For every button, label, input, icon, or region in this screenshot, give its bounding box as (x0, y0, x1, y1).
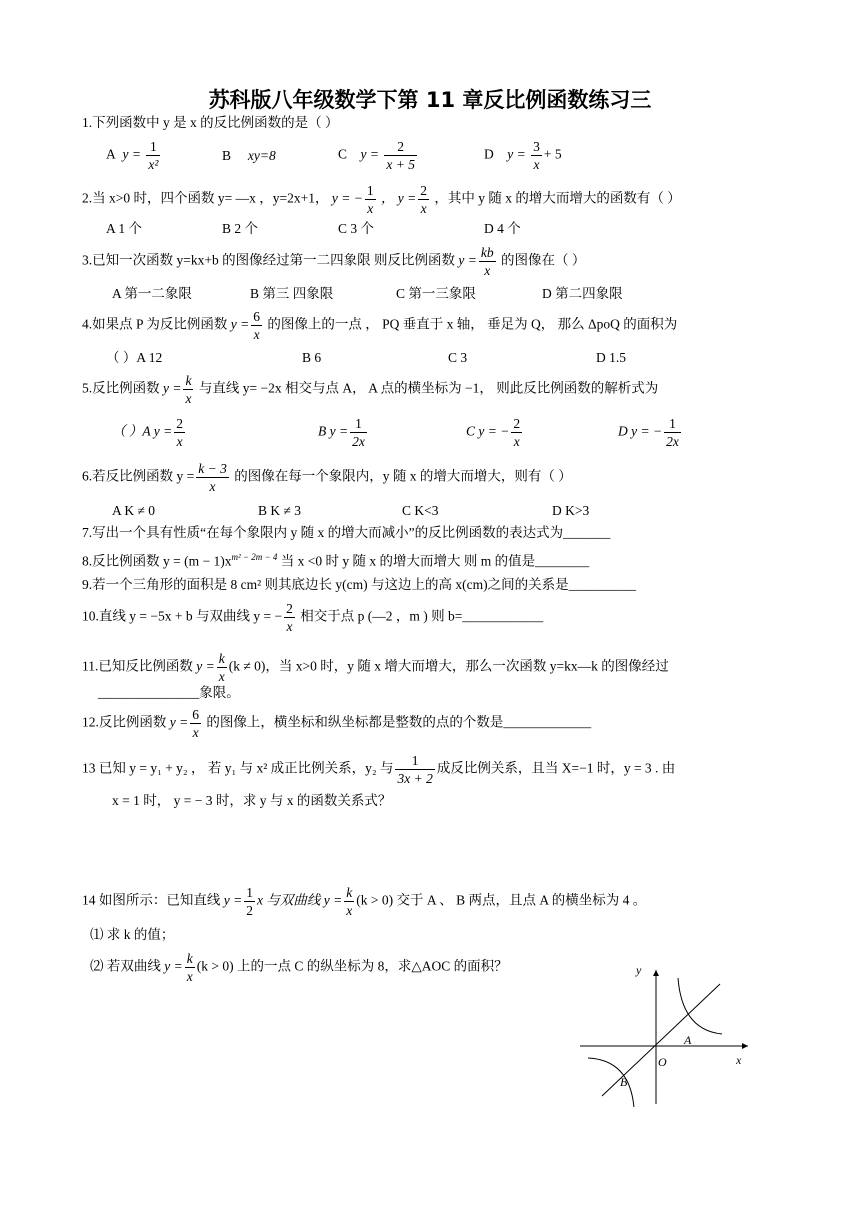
q11-line2: _______________象限。 (98, 685, 240, 700)
q14-text: 14 如图所示：已知直线 y = $\frac{1}{2}$ x 与双曲线 y = $\frac{k}{x}$ (k > 0) 交于 A 、 B 两点，且点 A 的横坐标为 4 。 (82, 885, 647, 918)
q7-text: 7.写出一个具有性质“在每个象限内 y 随 x 的增大而减小”的反比例函数的表达式为_______ (82, 525, 611, 540)
hyperbola-figure (572, 962, 752, 1107)
q4-stem: 4.如果点 P 为反比例函数 y = $\frac{6}{x}$ 的图像上的一点 ， PQ 垂直于 x 轴， 垂足为 Q， 那么 ΔpoQ 的面积为 (82, 309, 678, 342)
page-title: 苏科版八年级数学下第 11 章反比例函数练习三 (208, 88, 652, 112)
q6-stem: 6.若反比例函数 y = $\frac{k - 3}{x}$ 的图像在每一个象限内，y 随 x 的增大而增大，则有（ ） (82, 461, 572, 494)
q3-stem: 3.已知一次函数 y=kx+b 的图像经过第一二四象限 则反比例函数 y = $\frac{kb}{x}$ 的图像在（ ） (82, 245, 586, 278)
q11-text: 11.已知反比例函数 y = $\frac{k}{x}$ (k ≠ 0)，当 x>0 时，y 随 x 增大而增大，那么一次函数 y=kx—k 的图像经过 (82, 651, 669, 684)
q3-option-c: C 第一三象限 (396, 286, 476, 301)
q2-option-d: D 4 个 (484, 221, 521, 236)
q5-option-b: B y = $\frac{1}{2x}$ (318, 416, 365, 449)
q6-option-c: C K<3 (402, 503, 439, 518)
q5-option-a: （ ）A y = $\frac{2}{x}$ (112, 416, 183, 449)
q5-option-c: C y = − $\frac{2}{x}$ (466, 416, 521, 449)
y-axis-label: y (636, 963, 642, 977)
q2-option-a: A 1 个 (106, 221, 143, 236)
point-a-label: A (684, 1033, 692, 1047)
q2-stem: 2.当 x>0 时，四个函数 y= —x ，y=2x+1， y = − $\frac{1}{x}$ ， y = $\frac{2}{x}$ ，其中 y 随 x 的增大而增大的函数有（ ） (82, 183, 681, 216)
q2-option-b: B 2 个 (222, 221, 259, 236)
x-axis-label: x (736, 1053, 742, 1067)
q3-option-a: A 第一二象限 (112, 286, 192, 301)
x-axis-arrow (742, 1043, 748, 1049)
q10-text: 10.直线 y = −5x + b 与双曲线 y = − $\frac{2}{x}$ 相交于点 p (—2 ，m ) 则 b=____________ (82, 601, 544, 634)
q13-text: 13 已知 y = y₁ + y₂ ， 若 y₁ 与 x² 成正比例关系，y₂ 与 $\frac{1}{3x + 2}$ 成反比例关系，且当 X=−1 时，y = 3 . 由 (82, 753, 676, 786)
q4-option-b: B 6 (302, 350, 322, 365)
origin-label: O (658, 1055, 667, 1069)
q1-stem: 1.下列函数中 y 是 x 的反比例函数的是（ ） (82, 115, 339, 130)
q9-text: 9.若一个三角形的面积是 8 cm² 则其底边长 y(cm) 与这边上的高 x(cm)之间的关系是__________ (82, 577, 637, 592)
q6-option-d: D K>3 (552, 503, 590, 518)
q1-option-d: D y = $\frac{3}{x}$ + 5 (484, 139, 562, 172)
q14-sub1: ⑴ 求 k 的值； (90, 927, 175, 942)
q14-sub2: ⑵ 若双曲线 y = $\frac{k}{x}$ (k > 0) 上的一点 C 的纵坐标为 8，求△AOC 的面积？ (90, 951, 508, 984)
q4-option-d: D 1.5 (596, 350, 626, 365)
q8-text: 8.反比例函数 $y = (m - 1)x^{m^2 - 2m - 4}$ 当 x <0 时 y 随 x 的增大而增大 则 m 的值是________ (82, 552, 590, 569)
q3-option-d: D 第二四象限 (542, 286, 623, 301)
hyperbola-branch-q1 (678, 978, 722, 1034)
q5-option-d: D y = − $\frac{1}{2x}$ (618, 416, 679, 449)
q2-option-c: C 3 个 (338, 221, 375, 236)
point-b-label: B (620, 1075, 628, 1089)
q1-option-c: C y = $\frac{2}{x + 5}$ (338, 139, 415, 172)
q4-option-c: C 3 (448, 350, 468, 365)
y-axis-arrow (653, 970, 659, 976)
q12-text: 12.反比例函数 y = $\frac{6}{x}$ 的图像上，横坐标和纵坐标都是整数的点的个数是_____________ (82, 707, 592, 740)
q6-option-a: A K ≠ 0 (112, 503, 156, 518)
q1-option-a: A y = $\frac{1}{\text{x²}}$ (106, 139, 159, 172)
q1-option-b: B xy=8 (222, 148, 276, 163)
q5-stem: 5.反比例函数 y = $\frac{k}{x}$ 与直线 y= −2x 相交与点 A， A 点的横坐标为 −1， 则此反比例函数的解析式为 (82, 373, 659, 406)
q4-option-a: （ ）A 12 (106, 350, 163, 365)
q13-line2: x = 1 时， y = − 3 时，求 y 与 x 的函数关系式？ (112, 793, 392, 808)
q3-option-b: B 第三 四象限 (250, 286, 334, 301)
q6-option-b: B K ≠ 3 (258, 503, 302, 518)
